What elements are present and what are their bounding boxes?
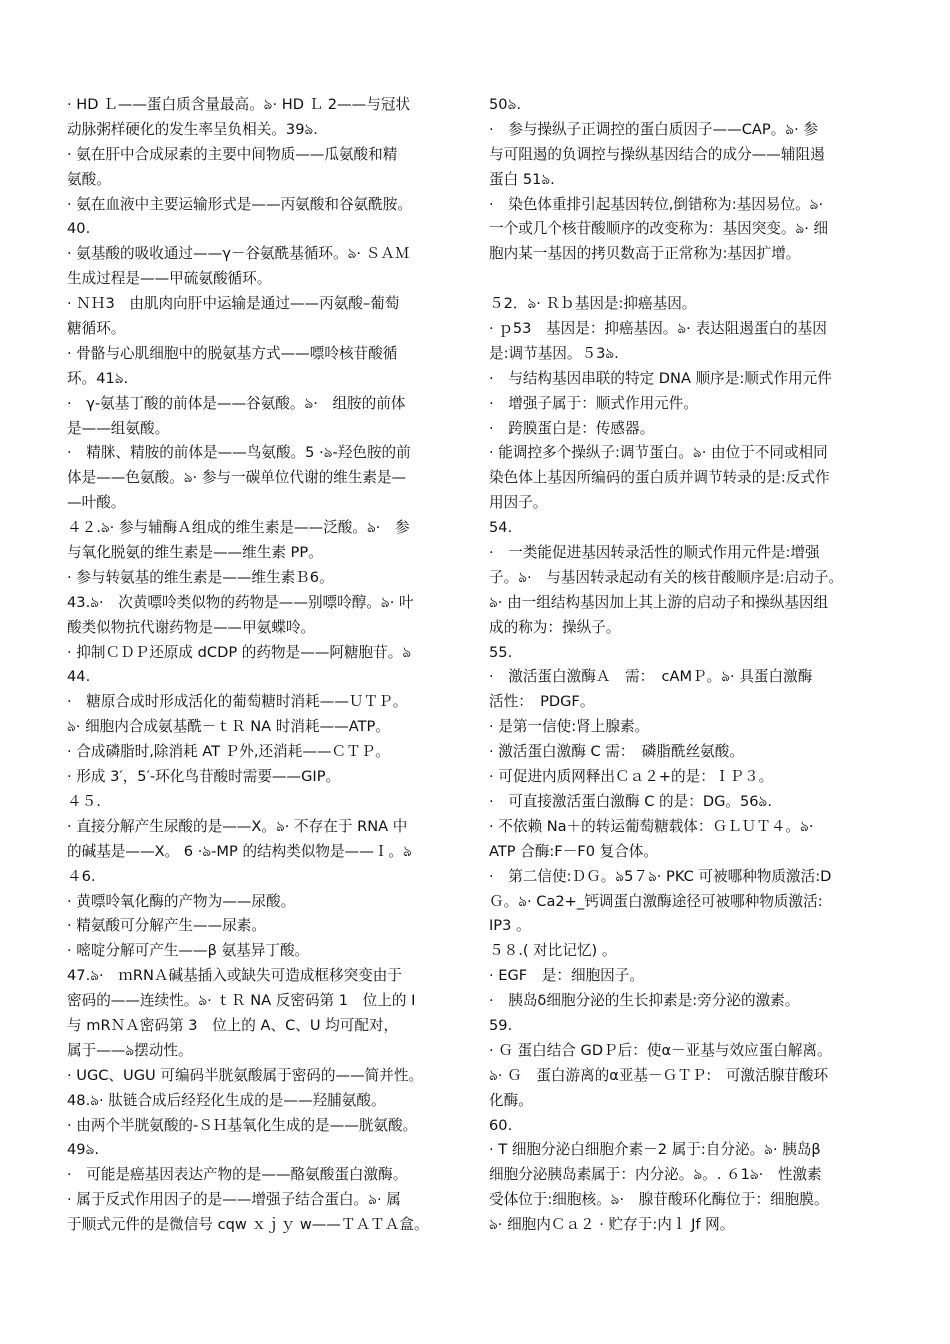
left-column-line: · 抑制ＣＤＰ还原成 dCDP 的药物是——阿糖胞苷。ঌ bbox=[67, 643, 412, 661]
right-column-line: 用因子。 bbox=[489, 494, 548, 512]
left-column-line: · 骨骼与心肌细胞中的脱氨基方式——嘌呤核苷酸循 bbox=[67, 344, 398, 362]
left-column-line: · 氨在肝中合成尿素的主要中间物质——瓜氨酸和精 bbox=[67, 145, 398, 163]
right-column-line: IP3 。 bbox=[489, 917, 531, 935]
right-column-line: · 胰岛δ细胞分泌的生长抑素是:旁分泌的激素。 bbox=[489, 992, 800, 1010]
right-column-line: ঌ· 由一组结构基因加上其上游的启动子和操纵基因组 bbox=[489, 593, 829, 611]
right-column-line: 细胞分泌胰岛素属于：内分泌。ঌ。. ６1ঌ· 性激素 bbox=[489, 1166, 822, 1184]
left-column-line: · 属于反式作用因子的是——增强子结合蛋白。ঌ· 属 bbox=[67, 1191, 401, 1209]
right-column-line: · 是第一信使:肾上腺素。 bbox=[489, 718, 650, 736]
right-column-line: 化酶。 bbox=[489, 1091, 533, 1109]
right-column-line: · 跨膜蛋白是：传感器。 bbox=[489, 419, 655, 437]
left-column-line: 氨酸。 bbox=[67, 170, 111, 188]
left-column-line: 环。41ঌ. bbox=[67, 369, 129, 387]
right-column-line: 胞内某一基因的拷贝数高于正常称为:基因扩增。 bbox=[489, 245, 801, 263]
left-column-line: · 可能是癌基因表达产物的是——酪氨酸蛋白激酶。 bbox=[67, 1166, 408, 1184]
left-column-line: · 精脒、精胺的前体是——鸟氨酸。5 ·ঌ-羟色胺的前 bbox=[67, 444, 411, 462]
left-column-line: 糖循环。 bbox=[67, 320, 126, 338]
right-column-line: · 可促进内质网释出Ｃａ２+的是：ＩＰ３。 bbox=[489, 768, 774, 786]
right-column-line: · 不依赖 Na＋的转运葡萄糖载体：ＧＬＵＴ４。ঌ· bbox=[489, 817, 814, 835]
right-column-line: · 激活蛋白激酶Ａ 需： cAMＰ。ঌ· 具蛋白激酶 bbox=[489, 668, 813, 686]
left-column-line: · UGC、UGU 可编码半胱氨酸属于密码的——简并性。 bbox=[67, 1066, 424, 1084]
right-column-line: 一个或几个核苷酸顺序的改变称为：基因突变。ঌ· 细 bbox=[489, 220, 829, 238]
left-column-line: 生成过程是——甲硫氨酸循环。 bbox=[67, 270, 272, 288]
left-column-line: · γ-氨基丁酸的前体是——谷氨酸。ঌ· 组胺的前体 bbox=[67, 394, 406, 412]
right-column-line: 与可阻遏的负调控与操纵基因结合的成分——辅阻遏 bbox=[489, 145, 825, 163]
left-column-line: · HD Ｌ——蛋白质含量最高。ঌ· HD Ｌ 2——与冠状 bbox=[67, 96, 411, 113]
left-column-line: ঌ· 细胞内合成氨基酰－ｔＲ NA 时消耗——ATP。 bbox=[67, 718, 390, 736]
left-column-line: 40. bbox=[67, 220, 91, 238]
left-column-line: · 嘧啶分解可产生——β 氨基异丁酸。 bbox=[67, 942, 310, 960]
right-column-line: 60. bbox=[489, 1116, 513, 1134]
right-column-line: ５2．ঌ· Ｒｂ基因是:抑癌基因。 bbox=[489, 295, 697, 313]
left-column-line: 动脉粥样硬化的发生率呈负相关。39ঌ. bbox=[67, 120, 318, 138]
left-column-line: 44. bbox=[67, 668, 91, 686]
left-column-line: ４５. bbox=[67, 792, 101, 810]
left-column-line: · 参与转氨基的维生素是——维生素Ｂ6。 bbox=[67, 568, 334, 586]
left-column-line: 43.ঌ· 次黄嘌呤类似物的药物是——别嘌呤醇。ঌ· 叶 bbox=[67, 593, 414, 611]
right-column-line: 54. bbox=[489, 519, 513, 537]
right-column-line: · 激活蛋白激酶 C 需： 磷脂酰丝氨酸。 bbox=[489, 743, 744, 761]
right-column-line: 染色体上基因所编码的蛋白质并调节转录的是:反式作 bbox=[489, 469, 830, 487]
left-column-line: ４２.ঌ· 参与辅酶Ａ组成的维生素是——泛酸。ঌ· 参 bbox=[67, 519, 410, 537]
left-column-line: · 糖原合成时形成活化的葡萄糖时消耗——ＵＴＰ。 bbox=[67, 693, 408, 711]
left-column-line: 是——组氨酸。 bbox=[67, 419, 170, 437]
left-column-line: 属于——ঌ摆动性。 bbox=[67, 1041, 193, 1059]
right-column-line: · 一类能促进基因转录活性的顺式作用元件是:增强 bbox=[489, 544, 820, 562]
left-column-line: 与氧化脱氨的维生素是——维生素 PP。 bbox=[67, 544, 323, 562]
left-column-line: 与 mRＮＡ密码第 3 位上的 A、C、U 均可配对， bbox=[67, 1016, 399, 1034]
left-column-line: · 直接分解产生尿酸的是——X。ঌ· 不存在于 RNA 中 bbox=[67, 817, 408, 835]
left-column-line: 于顺式元件的是微信号 cqw ｘｊｙ w——ＴＡＴＡ盒。 bbox=[67, 1216, 429, 1234]
left-text-column bbox=[67, 93, 475, 1238]
right-column-line: · 第二信使:ＤＧ。ঌ5７ঌ· PKC 可被哪种物质激活:D bbox=[489, 867, 832, 885]
left-column-line: · 形成 3′，5′-环化鸟苷酸时需要——GIP。 bbox=[67, 768, 341, 786]
right-column-line: ATP 合酶:F－F0 复合体。 bbox=[489, 842, 658, 860]
right-column-line: 子。ঌ· 与基因转录起动有关的核苷酸顺序是:启动子。 bbox=[489, 568, 844, 586]
right-column-line: 59. bbox=[489, 1016, 513, 1034]
left-column-line: · ＮＨ3 由肌肉向肝中运输是通过——丙氨酸–葡萄 bbox=[67, 295, 400, 313]
right-column-line: ５８.( 对比记忆) 。 bbox=[489, 942, 617, 960]
right-column-line: ঌ· Ｇ 蛋白游离的α亚基－ＧＴＰ: 可激活腺苷酸环 bbox=[489, 1066, 829, 1084]
right-column-line: · 增强子属于：顺式作用元件。 bbox=[489, 394, 698, 412]
right-column-line: · 染色体重排引起基因转位,倒错称为:基因易位。ঌ· bbox=[489, 195, 824, 213]
right-column-line: · 与结构基因串联的特定 DNA 顺序是:顺式作用元件 bbox=[489, 369, 832, 387]
left-column-line: 的碱基是——X。 6 ·ঌ-MP 的结构类似物是——Ｉ。ঌ bbox=[67, 842, 412, 860]
right-column-line: 受体位于:细胞核。ঌ· 腺苷酸环化酶位于：细胞膜。 bbox=[489, 1191, 829, 1209]
right-column-line: · T 细胞分泌白细胞介素－2 属于:自分泌。ঌ· 胰岛β bbox=[489, 1141, 821, 1159]
left-column-line: · 氨在血液中主要运输形式是——丙氨酸和谷氨酰胺。 bbox=[67, 195, 412, 213]
right-column-line: · Ｇ 蛋白结合 GDＰ后：使α－亚基与效应蛋白解离。 bbox=[489, 1041, 832, 1059]
left-column-line: 密码的——连续性。ঌ· ｔＲ NA 反密码第 1 位上的 I bbox=[67, 992, 416, 1010]
right-column-line: 活性： PDGF。 bbox=[489, 693, 595, 711]
right-column-line: · 可直接激活蛋白激酶 C 的是：DG。56ঌ. bbox=[489, 792, 772, 810]
right-column-line: 蛋白 51ঌ. bbox=[489, 170, 555, 188]
left-column-line: 体是——色氨酸。ঌ· 参与一碳单位代谢的维生素是— bbox=[67, 469, 407, 487]
right-column-line: · EGF 是：细胞因子。 bbox=[489, 967, 644, 985]
left-column-line: · 由两个半胱氨酸的-ＳＨ基氧化生成的是——胱氨酸。 bbox=[67, 1116, 418, 1134]
right-column-line: · 参与操纵子正调控的蛋白质因子——CAP。ঌ· 参 bbox=[489, 120, 818, 138]
right-column-line: 55. bbox=[489, 643, 513, 661]
right-column-line: 成的称为：操纵子。 bbox=[489, 618, 621, 636]
right-column-line: 是:调节基因。５3ঌ. bbox=[489, 344, 619, 362]
left-column-line: 49ঌ. bbox=[67, 1141, 99, 1159]
right-text-column bbox=[489, 93, 897, 1238]
right-column-line: 50ঌ. bbox=[489, 96, 521, 113]
right-column-line: ঌ· 细胞内Ｃａ２ · 贮存于:内ｌ Jf 网。 bbox=[489, 1216, 735, 1234]
right-column-line: · ｐ53 基因是：抑癌基因。ঌ· 表达阻遏蛋白的基因 bbox=[489, 320, 827, 338]
left-column-line: ４6. bbox=[67, 867, 96, 885]
right-column-line: · 能调控多个操纵子:调节蛋白。ঌ· 由位于不同或相同 bbox=[489, 444, 828, 462]
left-column-line: 47.ঌ· ｍRNＡ碱基插入或缺失可造成框移突变由于 bbox=[67, 967, 402, 985]
left-column-line: 酸类似物抗代谢药物是——甲氨蝶呤。 bbox=[67, 618, 316, 636]
left-column-line: 48.ঌ· 肽链合成后经羟化生成的是——羟脯氨酸。 bbox=[67, 1091, 386, 1109]
left-column-line: · 黄嘌呤氧化酶的产物为——尿酸。 bbox=[67, 892, 296, 910]
right-column-line: Ｇ。ঌ· Ca2+_钙调蛋白激酶途径可被哪种物质激活: bbox=[489, 892, 823, 910]
right-column-line bbox=[489, 267, 897, 292]
left-column-line: —叶酸。 bbox=[67, 494, 126, 512]
left-column-line: · 合成磷脂时,除消耗 AT Ｐ外,还消耗——ＣＴＰ。 bbox=[67, 743, 390, 761]
left-column-line: · 精氨酸可分解产生——尿素。 bbox=[67, 917, 266, 935]
left-column-line: · 氨基酸的吸收通过——γ－谷氨酰基循环。ঌ· ＳＡＭ bbox=[67, 245, 410, 263]
